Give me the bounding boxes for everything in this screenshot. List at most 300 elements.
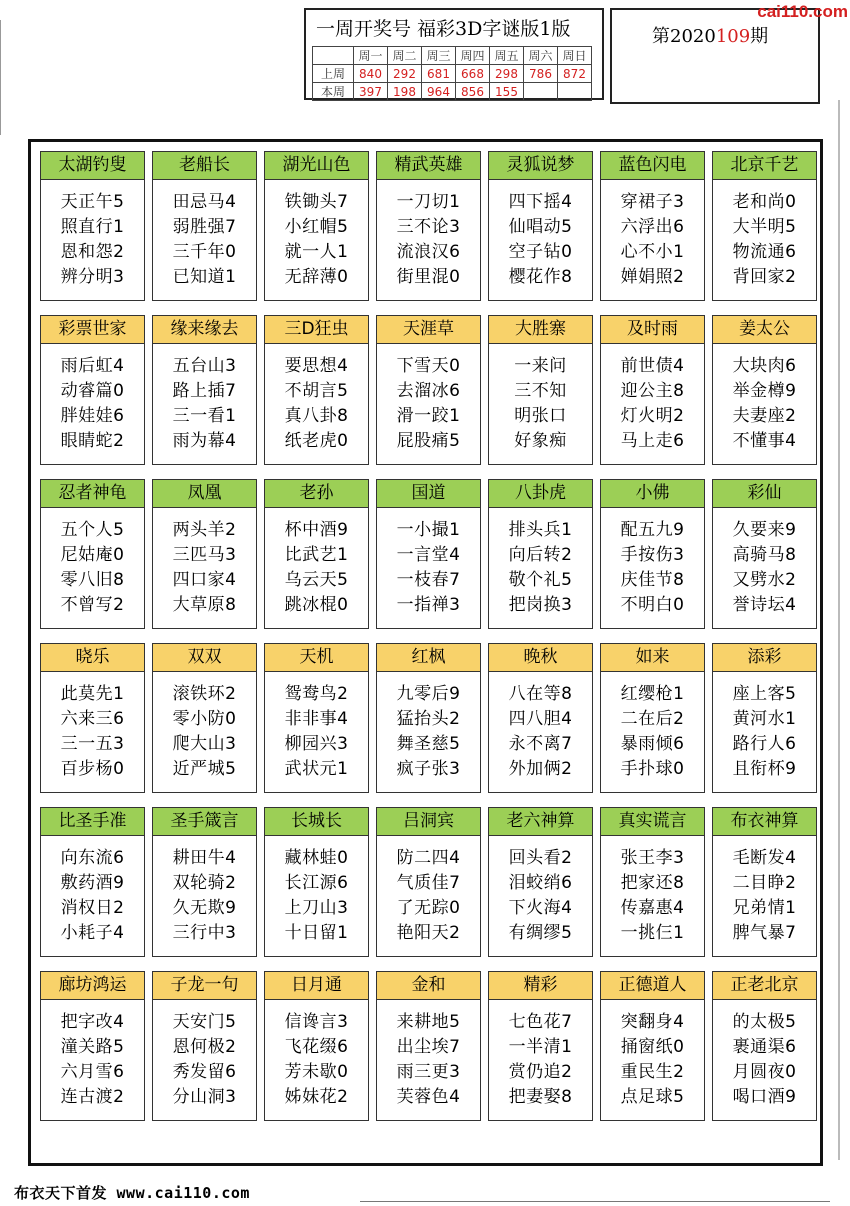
- draw-number: [558, 83, 592, 101]
- riddle-line: 流浪汉6: [396, 242, 461, 262]
- riddle-line: 小红帽5: [284, 217, 349, 237]
- riddle-line: 前世债4: [620, 356, 685, 376]
- riddle-line: 出尘埃7: [396, 1037, 461, 1057]
- riddle-card: [264, 151, 369, 301]
- card-title: 如来: [601, 644, 704, 672]
- riddle-line: 零八旧8: [60, 570, 125, 590]
- riddle-grid: [28, 139, 823, 1166]
- card-riddle-lines: [713, 518, 816, 618]
- card-title: 老六神算: [489, 808, 592, 836]
- riddle-line: 舞圣慈5: [396, 734, 461, 754]
- riddle-line: 红缨枪1: [620, 684, 685, 704]
- card-title: 三D狂虫: [265, 316, 368, 344]
- draw-number: 964: [422, 83, 456, 101]
- riddle-line: 秀发留6: [172, 1062, 237, 1082]
- card-riddle-lines: [41, 682, 144, 782]
- riddle-line: 马上走6: [620, 431, 685, 451]
- card-riddle-lines: [489, 682, 592, 782]
- riddle-card: [488, 479, 593, 629]
- card-title: 老孙: [265, 480, 368, 508]
- riddle-line: 二目睁2: [732, 873, 797, 893]
- riddle-line: 恩何极2: [172, 1037, 237, 1057]
- riddle-card: [376, 315, 481, 465]
- card-riddle-lines: [601, 1010, 704, 1110]
- riddle-line: 跳冰棍0: [284, 595, 349, 615]
- riddle-line: 照直行1: [60, 217, 125, 237]
- riddle-line: 一挑仨1: [620, 923, 685, 943]
- riddle-line: 潼关路5: [60, 1037, 125, 1057]
- riddle-card: [40, 151, 145, 301]
- riddle-line: 姊妹花2: [284, 1087, 349, 1107]
- riddle-line: 暴雨倾6: [620, 734, 685, 754]
- card-riddle-lines: [153, 682, 256, 782]
- riddle-card: [40, 643, 145, 793]
- riddle-line: 六来三6: [60, 709, 125, 729]
- riddle-line: 三千年0: [172, 242, 237, 262]
- riddle-line: 就一人1: [284, 242, 349, 262]
- draw-number: 668: [456, 65, 490, 83]
- riddle-line: 赏仍追2: [508, 1062, 573, 1082]
- riddle-card: [152, 807, 257, 957]
- card-riddle-lines: [265, 682, 368, 782]
- riddle-card: [264, 807, 369, 957]
- riddle-line: 百步杨0: [60, 759, 125, 779]
- riddle-line: 明张口: [514, 406, 567, 426]
- riddle-card: [264, 479, 369, 629]
- card-riddle-lines: [713, 846, 816, 946]
- riddle-line: 毛断发4: [732, 848, 797, 868]
- riddle-line: 仙唱动5: [508, 217, 573, 237]
- card-riddle-lines: [41, 190, 144, 290]
- riddle-line: 三行中3: [172, 923, 237, 943]
- riddle-line: 下火海4: [508, 898, 573, 918]
- riddle-line: 三不知: [514, 381, 567, 401]
- draw-number: 292: [388, 65, 422, 83]
- riddle-line: 不曾写2: [60, 595, 125, 615]
- riddle-line: 不懂事4: [732, 431, 797, 451]
- card-title: 廊坊鸿运: [41, 972, 144, 1000]
- corner-cell: [313, 47, 354, 65]
- riddle-line: 誉诗坛4: [732, 595, 797, 615]
- riddle-line: 迎公主8: [620, 381, 685, 401]
- riddle-line: 兄弟情1: [732, 898, 797, 918]
- riddle-line: 信谗言3: [284, 1012, 349, 1032]
- riddle-line: 配五九9: [620, 520, 685, 540]
- riddle-line: 不明白0: [620, 595, 685, 615]
- riddle-line: 敬个礼5: [508, 570, 573, 590]
- riddle-card: [712, 315, 817, 465]
- riddle-card: [488, 807, 593, 957]
- card-title: 日月通: [265, 972, 368, 1000]
- draw-number: 840: [354, 65, 388, 83]
- riddle-line: 雨三更3: [396, 1062, 461, 1082]
- riddle-line: 三一五3: [60, 734, 125, 754]
- card-title: 布衣神算: [713, 808, 816, 836]
- draw-number: 298: [490, 65, 524, 83]
- riddle-line: 举金樽9: [732, 381, 797, 401]
- riddle-card: [600, 479, 705, 629]
- riddle-card: [40, 479, 145, 629]
- riddle-line: 已知道1: [172, 267, 237, 287]
- riddle-card: [40, 315, 145, 465]
- riddle-line: 眼睛蛇2: [60, 431, 125, 451]
- riddle-card: [600, 315, 705, 465]
- card-title: 北京千艺: [713, 152, 816, 180]
- riddle-line: 六月雪6: [60, 1062, 125, 1082]
- riddle-card: [40, 971, 145, 1121]
- day-header-row: [313, 47, 592, 65]
- riddle-line: 路上插7: [172, 381, 237, 401]
- card-title: 正德道人: [601, 972, 704, 1000]
- riddle-line: 手按伤3: [620, 545, 685, 565]
- riddle-line: 七色花7: [508, 1012, 573, 1032]
- draw-number: 856: [456, 83, 490, 101]
- issue-number-value: 109: [715, 26, 751, 47]
- issue-prefix: 第2020: [652, 26, 716, 47]
- riddle-line: 屁股痛5: [396, 431, 461, 451]
- riddle-line: 物流通6: [732, 242, 797, 262]
- card-riddle-lines: [713, 682, 816, 782]
- riddle-line: 月圆夜0: [732, 1062, 797, 1082]
- riddle-line: 防二四4: [396, 848, 461, 868]
- riddle-line: 来耕地5: [396, 1012, 461, 1032]
- card-riddle-lines: [601, 354, 704, 454]
- card-riddle-lines: [41, 518, 144, 618]
- riddle-line: 重民生2: [620, 1062, 685, 1082]
- riddle-line: 庆佳节8: [620, 570, 685, 590]
- riddle-line: 田忌马4: [172, 192, 237, 212]
- riddle-line: 点足球5: [620, 1087, 685, 1107]
- card-riddle-lines: [377, 846, 480, 946]
- riddle-line: 一小撮1: [396, 520, 461, 540]
- riddle-line: 柳园兴3: [284, 734, 349, 754]
- riddle-card: [376, 643, 481, 793]
- riddle-line: 空子钻0: [508, 242, 573, 262]
- riddle-line: 又劈水2: [732, 570, 797, 590]
- riddle-line: 四口家4: [172, 570, 237, 590]
- day-cell: 周五: [490, 47, 524, 65]
- riddle-line: 气质佳7: [396, 873, 461, 893]
- riddle-line: 去溜冰6: [396, 381, 461, 401]
- row-label: 本周: [313, 83, 354, 101]
- riddle-line: 连古渡2: [60, 1087, 125, 1107]
- card-riddle-lines: [489, 190, 592, 290]
- riddle-card: [488, 643, 593, 793]
- riddle-line: 敷药酒9: [60, 873, 125, 893]
- card-riddle-lines: [265, 190, 368, 290]
- riddle-line: 胖娃娃6: [60, 406, 125, 426]
- riddle-line: 黄河水1: [732, 709, 797, 729]
- riddle-card: [712, 807, 817, 957]
- riddle-line: 回头看2: [508, 848, 573, 868]
- card-title: 姜太公: [713, 316, 816, 344]
- card-title: 红枫: [377, 644, 480, 672]
- card-riddle-lines: [377, 518, 480, 618]
- riddle-line: 尼姑庵0: [60, 545, 125, 565]
- riddle-card: [152, 971, 257, 1121]
- riddle-line: 大半明5: [732, 217, 797, 237]
- riddle-card: [152, 479, 257, 629]
- card-riddle-lines: [377, 1010, 480, 1110]
- card-riddle-lines: [713, 1010, 816, 1110]
- riddle-line: 雨为幕4: [172, 431, 237, 451]
- riddle-line: 且衔杯9: [732, 759, 797, 779]
- riddle-line: 纸老虎0: [284, 431, 349, 451]
- riddle-line: 了无踪0: [396, 898, 461, 918]
- riddle-line: 灯火明2: [620, 406, 685, 426]
- card-riddle-lines: [265, 354, 368, 454]
- riddle-line: 八在等8: [508, 684, 573, 704]
- riddle-line: 猛抬头2: [396, 709, 461, 729]
- riddle-line: 一来问: [514, 356, 567, 376]
- day-cell: 周三: [422, 47, 456, 65]
- card-title: 圣手箴言: [153, 808, 256, 836]
- day-cell: 周一: [354, 47, 388, 65]
- riddle-line: 把岗换3: [508, 595, 573, 615]
- card-riddle-lines: [153, 1010, 256, 1110]
- draw-number: 681: [422, 65, 456, 83]
- card-title: 湖光山色: [265, 152, 368, 180]
- card-title: 添彩: [713, 644, 816, 672]
- riddle-line: 四八胆4: [508, 709, 573, 729]
- card-riddle-lines: [153, 354, 256, 454]
- day-cell: 周日: [558, 47, 592, 65]
- riddle-line: 十日留1: [284, 923, 349, 943]
- riddle-card: [712, 151, 817, 301]
- riddle-line: 上刀山3: [284, 898, 349, 918]
- card-riddle-lines: [601, 190, 704, 290]
- riddle-card: [488, 151, 593, 301]
- riddle-line: 四下摇4: [508, 192, 573, 212]
- riddle-line: 艳阳天2: [396, 923, 461, 943]
- card-title: 金和: [377, 972, 480, 1000]
- card-title: 天机: [265, 644, 368, 672]
- riddle-line: 长江源6: [284, 873, 349, 893]
- day-cell: 周六: [524, 47, 558, 65]
- riddle-line: 恩和怨2: [60, 242, 125, 262]
- riddle-line: 辨分明3: [60, 267, 125, 287]
- card-riddle-lines: [601, 846, 704, 946]
- riddle-line: 爬大山3: [172, 734, 237, 754]
- riddle-line: 夫妻座2: [732, 406, 797, 426]
- card-title: 及时雨: [601, 316, 704, 344]
- riddle-line: 乌云天5: [284, 570, 349, 590]
- riddle-line: 一刀切1: [396, 192, 461, 212]
- riddle-line: 背回家2: [732, 267, 797, 287]
- riddle-card: [600, 971, 705, 1121]
- riddle-line: 三不论3: [396, 217, 461, 237]
- riddle-line: 近严城5: [172, 759, 237, 779]
- riddle-card: [712, 643, 817, 793]
- card-riddle-lines: [713, 190, 816, 290]
- riddle-line: 雨后虹4: [60, 356, 125, 376]
- draw-number: 397: [354, 83, 388, 101]
- issue-suffix: 期: [750, 26, 769, 47]
- card-riddle-lines: [153, 518, 256, 618]
- riddle-line: 比武艺1: [284, 545, 349, 565]
- card-riddle-lines: [377, 190, 480, 290]
- riddle-line: 此莫先1: [60, 684, 125, 704]
- last-week-row: [313, 65, 592, 83]
- card-riddle-lines: [377, 354, 480, 454]
- card-title: 正老北京: [713, 972, 816, 1000]
- card-riddle-lines: [377, 682, 480, 782]
- riddle-line: 永不离7: [508, 734, 573, 754]
- riddle-card: [712, 479, 817, 629]
- riddle-line: 一言堂4: [396, 545, 461, 565]
- riddle-line: 芙蓉色4: [396, 1087, 461, 1107]
- riddle-line: 穿裙子3: [620, 192, 685, 212]
- card-riddle-lines: [265, 518, 368, 618]
- riddle-line: 六浮出6: [620, 217, 685, 237]
- riddle-line: 泪蛟绡6: [508, 873, 573, 893]
- riddle-line: 向东流6: [60, 848, 125, 868]
- riddle-line: 脾气暴7: [732, 923, 797, 943]
- card-title: 精彩: [489, 972, 592, 1000]
- riddle-line: 手扑球0: [620, 759, 685, 779]
- riddle-card: [152, 315, 257, 465]
- day-cell: 周二: [388, 47, 422, 65]
- riddle-line: 久无欺9: [172, 898, 237, 918]
- card-title: 双双: [153, 644, 256, 672]
- riddle-line: 排头兵1: [508, 520, 573, 540]
- riddle-line: 三一看1: [172, 406, 237, 426]
- riddle-line: 杯中酒9: [284, 520, 349, 540]
- riddle-line: 心不小1: [620, 242, 685, 262]
- this-week-row: [313, 83, 592, 101]
- riddle-card: [264, 643, 369, 793]
- riddle-line: 二在后2: [620, 709, 685, 729]
- draw-number: 786: [524, 65, 558, 83]
- riddle-line: 滚铁环2: [172, 684, 237, 704]
- card-riddle-lines: [265, 846, 368, 946]
- riddle-line: 弱胜强7: [172, 217, 237, 237]
- draw-number: 198: [388, 83, 422, 101]
- card-riddle-lines: [489, 354, 592, 454]
- riddle-line: 消权日2: [60, 898, 125, 918]
- riddle-line: 小耗子4: [60, 923, 125, 943]
- card-title: 真实谎言: [601, 808, 704, 836]
- riddle-card: [152, 151, 257, 301]
- card-title: 国道: [377, 480, 480, 508]
- riddle-line: 一枝春7: [396, 570, 461, 590]
- riddle-line: 铁锄头7: [284, 192, 349, 212]
- riddle-line: 街里混0: [396, 267, 461, 287]
- riddle-line: 裹通渠6: [732, 1037, 797, 1057]
- card-riddle-lines: [489, 1010, 592, 1110]
- riddle-line: 外加俩2: [508, 759, 573, 779]
- site-logo[interactable]: cai110.com: [757, 2, 848, 21]
- riddle-card: [376, 971, 481, 1121]
- riddle-line: 真八卦8: [284, 406, 349, 426]
- riddle-line: 大草原8: [172, 595, 237, 615]
- riddle-card: [600, 151, 705, 301]
- riddle-line: 久要来9: [732, 520, 797, 540]
- card-title: 晓乐: [41, 644, 144, 672]
- riddle-line: 把妻娶8: [508, 1087, 573, 1107]
- card-riddle-lines: [41, 846, 144, 946]
- card-title: 天涯草: [377, 316, 480, 344]
- riddle-line: 突翻身4: [620, 1012, 685, 1032]
- draw-number: 155: [490, 83, 524, 101]
- card-riddle-lines: [41, 354, 144, 454]
- card-title: 晚秋: [489, 644, 592, 672]
- riddle-line: 好象痴: [514, 431, 567, 451]
- riddle-line: 藏林蛙0: [284, 848, 349, 868]
- riddle-line: 高骑马8: [732, 545, 797, 565]
- riddle-line: 要思想4: [284, 356, 349, 376]
- riddle-line: 下雪天0: [396, 356, 461, 376]
- riddle-card: [264, 971, 369, 1121]
- card-title: 彩票世家: [41, 316, 144, 344]
- riddle-card: [600, 807, 705, 957]
- riddle-card: [376, 807, 481, 957]
- left-edge-line: [0, 20, 1, 135]
- card-title: 八卦虎: [489, 480, 592, 508]
- riddle-line: 非非事4: [284, 709, 349, 729]
- riddle-line: 的太极5: [732, 1012, 797, 1032]
- riddle-line: 张王李3: [620, 848, 685, 868]
- card-title: 长城长: [265, 808, 368, 836]
- card-title: 太湖钓叟: [41, 152, 144, 180]
- weekly-draw-panel: [304, 8, 604, 100]
- riddle-card: [264, 315, 369, 465]
- card-riddle-lines: [601, 682, 704, 782]
- riddle-card: [488, 971, 593, 1121]
- riddle-card: [152, 643, 257, 793]
- card-title: 比圣手准: [41, 808, 144, 836]
- card-riddle-lines: [41, 1010, 144, 1110]
- riddle-card: [712, 971, 817, 1121]
- day-cell: 周四: [456, 47, 490, 65]
- card-riddle-lines: [153, 846, 256, 946]
- card-title: 凤凰: [153, 480, 256, 508]
- riddle-line: 向后转2: [508, 545, 573, 565]
- riddle-line: 老和尚0: [732, 192, 797, 212]
- riddle-line: 大块肉6: [732, 356, 797, 376]
- card-title: 彩仙: [713, 480, 816, 508]
- card-riddle-lines: [153, 190, 256, 290]
- riddle-line: 武状元1: [284, 759, 349, 779]
- riddle-line: 座上客5: [732, 684, 797, 704]
- card-riddle-lines: [713, 354, 816, 454]
- card-title: 灵狐说梦: [489, 152, 592, 180]
- card-title: 老船长: [153, 152, 256, 180]
- riddle-card: [376, 479, 481, 629]
- riddle-line: 把家还8: [620, 873, 685, 893]
- riddle-line: 路行人6: [732, 734, 797, 754]
- card-title: 缘来缘去: [153, 316, 256, 344]
- draw-number: 872: [558, 65, 592, 83]
- card-riddle-lines: [489, 518, 592, 618]
- riddle-line: 零小防0: [172, 709, 237, 729]
- riddle-line: 五个人5: [60, 520, 125, 540]
- riddle-line: 滑一跤1: [396, 406, 461, 426]
- issue-number: [652, 22, 768, 48]
- riddle-card: [376, 151, 481, 301]
- riddle-card: [488, 315, 593, 465]
- riddle-line: 耕田牛4: [172, 848, 237, 868]
- riddle-line: 无辞薄0: [284, 267, 349, 287]
- riddle-line: 天正午5: [60, 192, 125, 212]
- riddle-line: 有绸缪5: [508, 923, 573, 943]
- riddle-line: 疯子张3: [396, 759, 461, 779]
- card-title: 蓝色闪电: [601, 152, 704, 180]
- riddle-line: 动睿篇0: [60, 381, 125, 401]
- footer-rule: [360, 1201, 830, 1202]
- riddle-line: 樱花作8: [508, 267, 573, 287]
- card-riddle-lines: [601, 518, 704, 618]
